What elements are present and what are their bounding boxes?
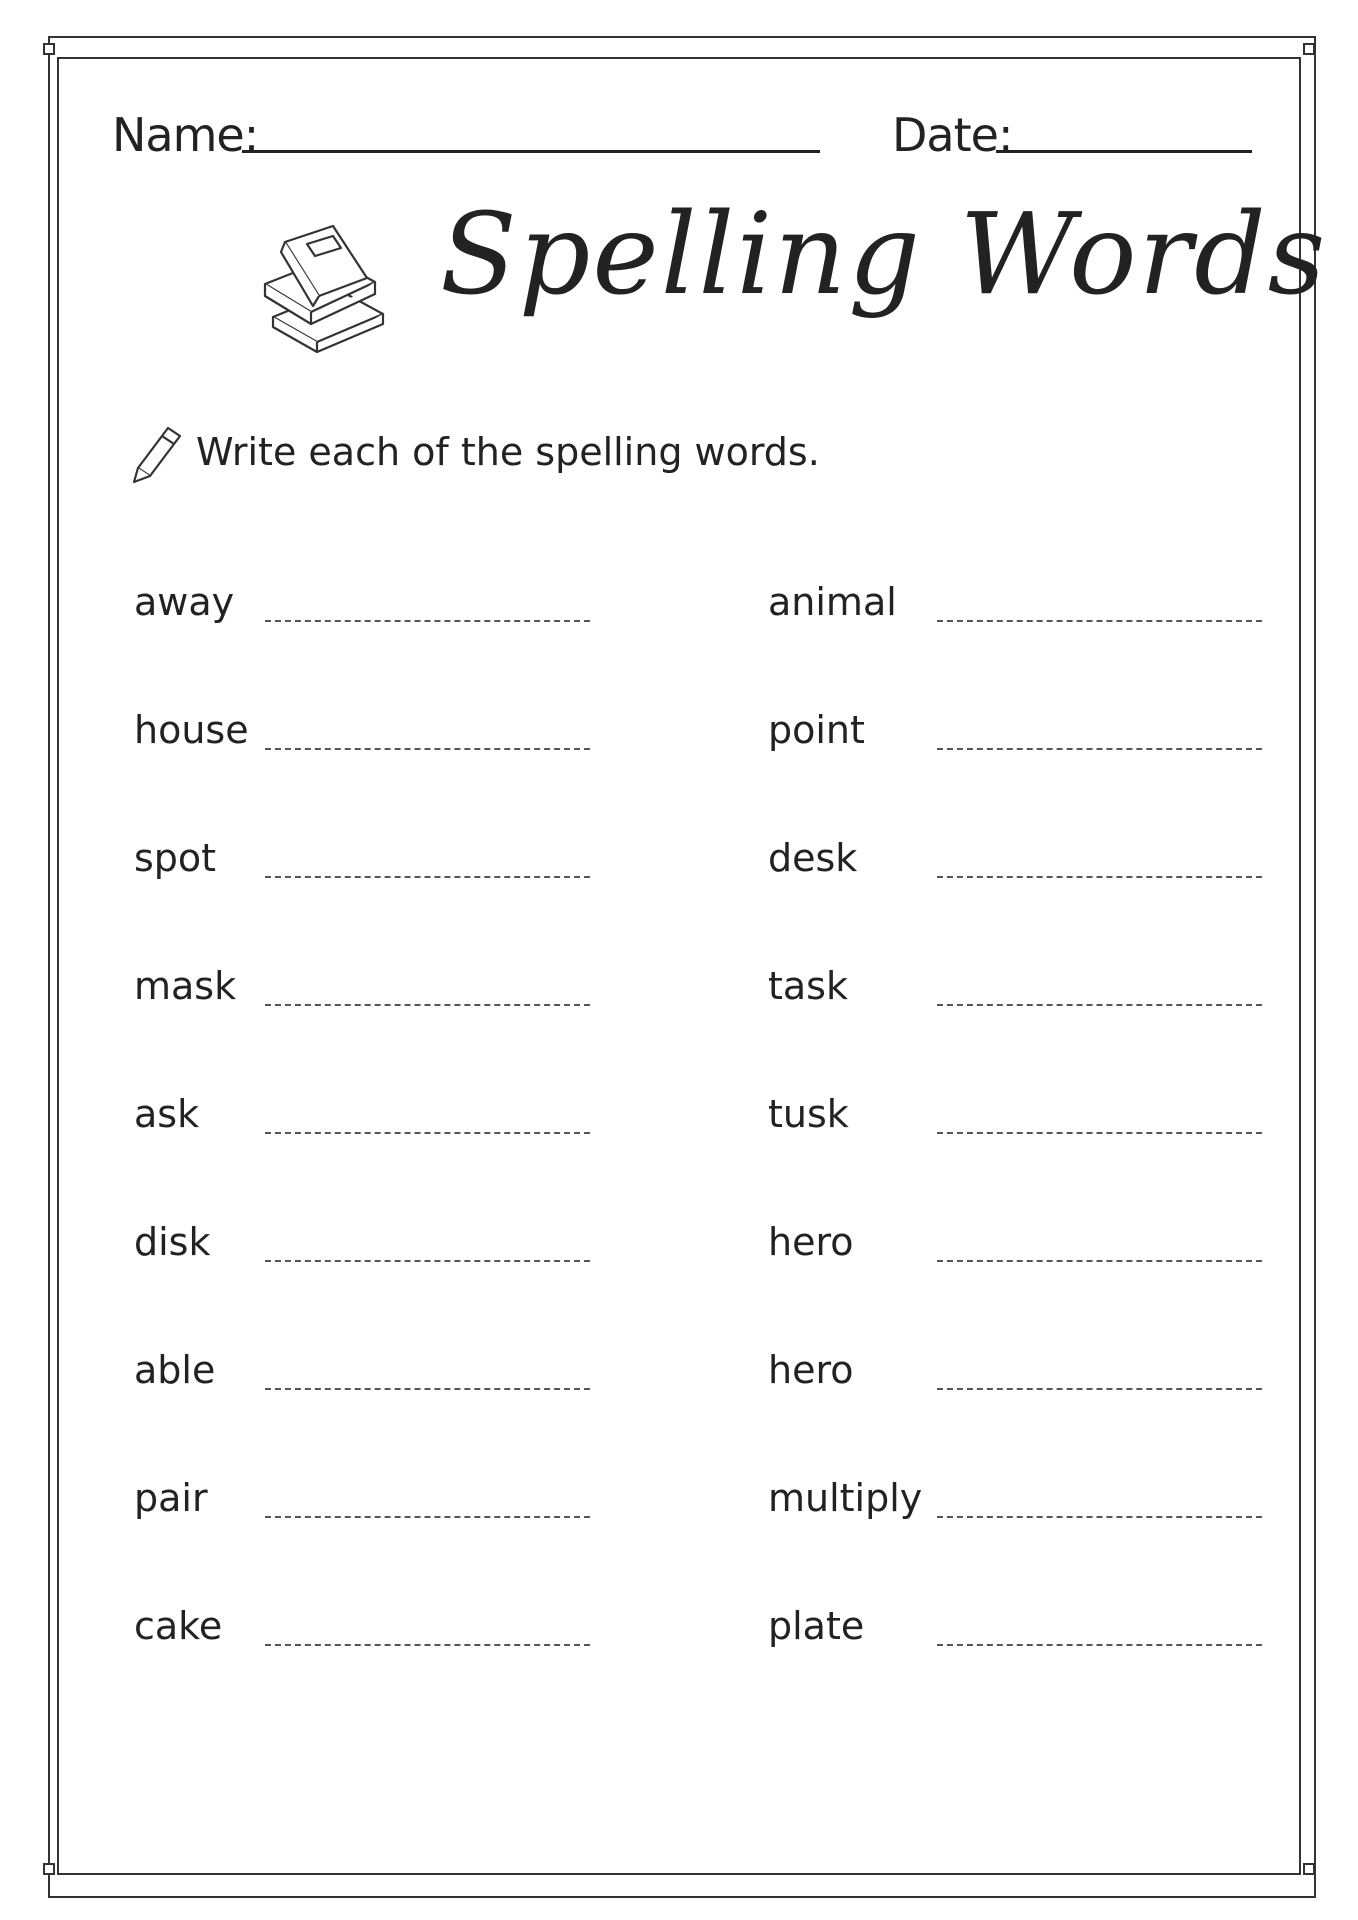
spelling-word: cake (134, 1604, 223, 1648)
writing-line[interactable] (265, 748, 590, 750)
spelling-word: disk (134, 1220, 211, 1264)
spelling-word: pair (134, 1476, 208, 1520)
writing-line[interactable] (937, 1388, 1262, 1390)
writing-line[interactable] (937, 1644, 1262, 1646)
spelling-word: plate (768, 1604, 865, 1648)
writing-line[interactable] (265, 1132, 590, 1134)
border-corner (1303, 43, 1315, 55)
instruction-text: Write each of the spelling words. (196, 430, 820, 474)
writing-line[interactable] (265, 1644, 590, 1646)
spelling-word: away (134, 580, 235, 624)
writing-line[interactable] (937, 1004, 1262, 1006)
spelling-word: mask (134, 964, 237, 1008)
writing-line[interactable] (937, 748, 1262, 750)
spelling-word: point (768, 708, 865, 752)
writing-line[interactable] (937, 1260, 1262, 1262)
spelling-word: hero (768, 1348, 854, 1392)
spelling-word: multiply (768, 1476, 923, 1520)
date-field[interactable] (996, 150, 1252, 153)
page-border-inner (57, 57, 1301, 1875)
writing-line[interactable] (265, 876, 590, 878)
writing-line[interactable] (937, 620, 1262, 622)
name-field[interactable] (242, 150, 820, 153)
border-corner (1303, 1863, 1315, 1875)
spelling-word: able (134, 1348, 216, 1392)
spelling-word: task (768, 964, 848, 1008)
spelling-word: desk (768, 836, 858, 880)
writing-line[interactable] (937, 1132, 1262, 1134)
writing-line[interactable] (265, 1388, 590, 1390)
spelling-word: spot (134, 836, 217, 880)
pencil-icon (132, 424, 184, 486)
border-corner (43, 1863, 55, 1875)
writing-line[interactable] (265, 1260, 590, 1262)
writing-line[interactable] (937, 1516, 1262, 1518)
border-corner (43, 43, 55, 55)
book-stack-icon (255, 222, 390, 362)
spelling-word: hero (768, 1220, 854, 1264)
page-title: Spelling Words (440, 190, 1328, 320)
spelling-word: tusk (768, 1092, 849, 1136)
spelling-word: animal (768, 580, 897, 624)
writing-line[interactable] (265, 620, 590, 622)
writing-line[interactable] (265, 1004, 590, 1006)
spelling-word: house (134, 708, 249, 752)
writing-line[interactable] (937, 876, 1262, 878)
name-label: Name: (112, 108, 259, 162)
writing-line[interactable] (265, 1516, 590, 1518)
spelling-word: ask (134, 1092, 200, 1136)
date-label: Date: (892, 108, 1013, 162)
